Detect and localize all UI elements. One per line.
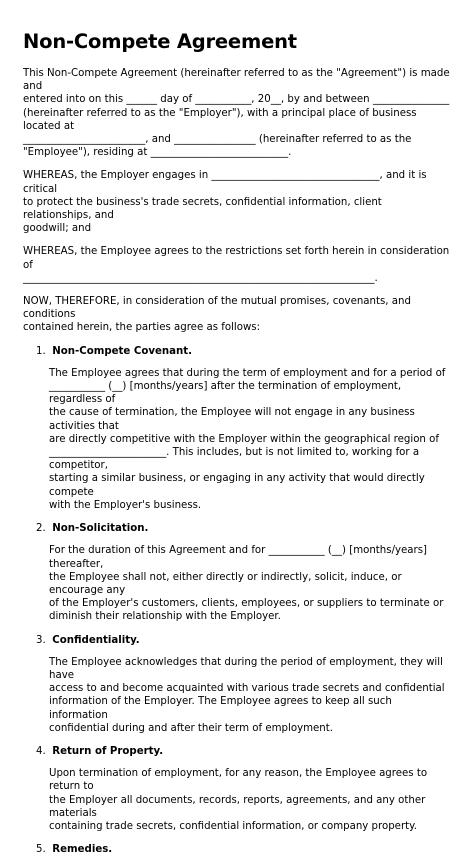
section-header [36,634,451,647]
section-heading: Non-Solicitation. [52,523,149,535]
section-body: The Employee acknowledges that during the period of employment, they will have access to and become acquainted with various trade secrets and confidential information of the Employer. The Employee agrees to keep all such information confidential during and after their term of employment. [49,656,445,734]
now-therefore-paragraph: NOW, THEREFORE, in consideration of the mutual promises, covenants, and conditions contained herein, the parties agree as follows: [23,296,411,334]
section-header [36,745,451,758]
section-number: 3. [36,634,46,646]
section-heading: Confidentiality. [52,634,140,646]
section-heading: Remedies. [52,844,113,856]
whereas-paragraph-1: WHEREAS, the Employer engages in _________________________________, and it is critical to protect the business's trade secrets, confidential information, client relationships, and goodwill; and [23,170,427,235]
section-header [36,522,451,535]
section-non-compete [23,345,451,512]
section-heading: Return of Property. [52,745,164,757]
intro-paragraph: This Non-Compete Agreement (hereinafter referred to as the "Agreement") is made and entered into on this ______ day of ___________, 20__, by and between _______________ (hereinafter referred to as the "Employer"), with a principal place of business located at ________________________, and ________________ (hereinafter referred to as the "Employee"), residing at ___________________________. [23,68,450,159]
section-non-solicitation [23,522,451,623]
section-number: 2. [36,523,46,535]
section-header [36,345,451,358]
section-remedies [23,843,451,856]
section-confidentiality [23,634,451,735]
section-number: 4. [36,745,46,757]
section-number: 1. [36,345,46,357]
document-title: Non-Compete Agreement [23,30,297,53]
section-body: The Employee agrees that during the term of employment and for a period of ___________ (__) [months/years] after the termination of employment, regardless of the cause of termination, the Employee will not engage in any business activities that are directly competitive with the Employer within the geographical region of _______________________. This includes, but is not limited to, working for a competitor, starting a similar business, or engaging in any activity that would directly compete with the Employer's business. [49,367,446,511]
section-heading: Non-Compete Covenant. [52,345,193,357]
section-return-of-property [23,745,451,833]
agreement-document [23,30,451,865]
section-number: 5. [36,844,46,856]
section-body: Upon termination of employment, for any reason, the Employee agrees to return to the Employer all documents, records, reports, agreements, and any other materials containing trade secrets, confidential information, or company property. [49,768,428,832]
section-body: For the duration of this Agreement and for ___________ (__) [months/years] thereafter, the Employee shall not, either directly or indirectly, solicit, induce, or encourage any of the Employer's customers, clients, employees, or suppliers to terminate or diminish their relationship with the Employer. [49,545,444,623]
whereas-paragraph-2: WHEREAS, the Employee agrees to the restrictions set forth herein in consideration of _____________________________________________________________________. [23,246,450,284]
section-header [36,843,451,856]
